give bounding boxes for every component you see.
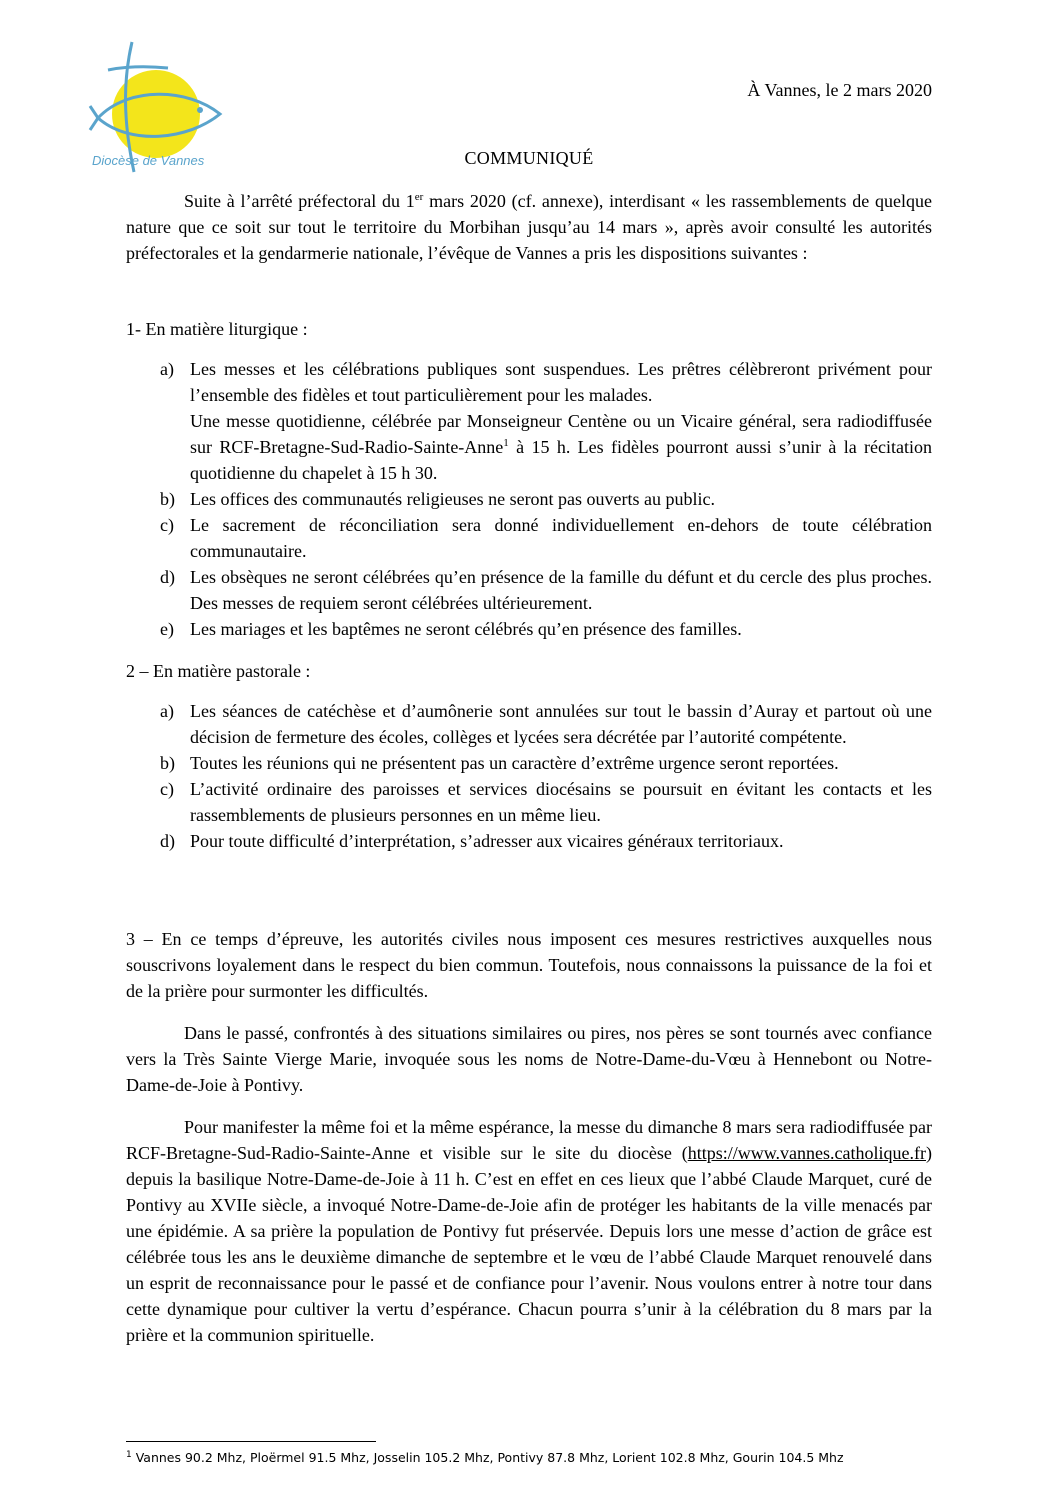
item-marker: c) [160, 779, 174, 799]
item-marker: d) [160, 567, 175, 587]
item-text-2a: Une messe quotidienne, célébrée par Monseigneur Centène ou un Vicaire général, sera radiodiffusée sur RCF-Bretagne-Sud-Radio-Sainte-Anne [190, 411, 932, 457]
history-paragraph: Dans le passé, confrontés à des situations similaires ou pires, nos pères se sont tournés avec confiance vers la Très Sainte Vierge Marie, invoquée sous les noms de Notre-Dame-du-Vœu à Hennebont ou Notre-Dame-de-Joie à Pontivy. [126, 1023, 932, 1095]
section-2-list [160, 698, 932, 854]
item-marker: a) [160, 359, 174, 379]
final-text-1: Pour manifester la même foi et la même espérance, la messe du dimanche 8 mars sera radiodiffusée par RCF-Bretagne-Sud-Radio-Sainte-Anne et visible sur le site du diocèse ( [126, 1117, 932, 1163]
list-item [160, 356, 932, 486]
list-item [160, 486, 932, 512]
final-paragraph [126, 1114, 932, 1348]
document-title: COMMUNIQUÉ [464, 148, 594, 168]
item-marker: a) [160, 701, 174, 721]
intro-superscript: er [414, 191, 424, 203]
item-text: Les offices des communautés religieuses ne seront pas ouverts au public. [190, 489, 716, 509]
footnote-reference: 1 [503, 437, 509, 449]
intro-text-1: Suite à l’arrêté préfectoral du 1 [184, 191, 415, 211]
list-item [160, 750, 932, 776]
list-item [160, 564, 932, 616]
list-item [160, 776, 932, 828]
diocese-website-link[interactable]: https://www.vannes.catholique.fr [687, 1143, 926, 1163]
item-marker: b) [160, 753, 175, 773]
item-marker: e) [160, 619, 174, 639]
item-text: Pour toute difficulté d’interprétation, s’adresser aux vicaires généraux territoriaux. [190, 831, 784, 851]
item-text: Les obsèques ne seront célébrées qu’en présence de la famille du défunt et du cercle des plus proches. Des messes de requiem seront célébrées ultérieurement. [190, 567, 932, 613]
footnote-marker: 1 [126, 1449, 132, 1460]
item-text: Le sacrement de réconciliation sera donné individuellement en-dehors de toute célébration communautaire. [190, 515, 932, 561]
footnote-separator [126, 1441, 376, 1442]
footnote [126, 1450, 966, 1465]
item-marker: b) [160, 489, 175, 509]
item-text-2b: à 15 h. Les fidèles pourront aussi s’unir à la récitation quotidienne du chapelet à 15 h 30. [190, 437, 932, 483]
footnote-text: Vannes 90.2 Mhz, Ploërmel 91.5 Mhz, Josselin 105.2 Mhz, Pontivy 87.8 Mhz, Lorient 102.8 Mhz, Gourin 104.5 Mhz [131, 1450, 844, 1465]
item-text-continued [190, 408, 932, 486]
intro-paragraph [126, 188, 932, 266]
section-1-list [160, 356, 932, 642]
item-marker: d) [160, 831, 175, 851]
item-text: Toutes les réunions qui ne présentent pas un caractère d’extrême urgence seront reportées. [190, 753, 839, 773]
list-item [160, 828, 932, 854]
document-date: À Vannes, le 2 mars 2020 [747, 80, 932, 100]
item-marker: c) [160, 515, 174, 535]
section-1-heading: 1- En matière liturgique : [126, 319, 308, 339]
logo-caption: Diocèse de Vannes [92, 153, 205, 168]
item-text: Les séances de catéchèse et d’aumônerie sont annulées sur tout le bassin d’Auray et partout où une décision de fermeture des écoles, collèges et lycées sera décrétée par l’autorité compétente. [190, 701, 932, 747]
list-item [160, 616, 932, 642]
item-text: Les mariages et les baptêmes ne seront célébrés qu’en présence des familles. [190, 619, 742, 639]
final-text-2: ) depuis la basilique Notre-Dame-de-Joie à 11 h. C’est en effet en ces lieux que l’abbé Claude Marquet, curé de Pontivy au XVIIe siècle, a invoqué Notre-Dame-de-Joie afin de protéger les habitants de la ville menacés par une épidémie. A sa prière la population de Pontivy fut préservée. Depuis lors une messe d’action de grâce est célébrée tous les ans le deuxième dimanche de septembre et le vœu de l’abbé Claude Marquet renouvelé dans un esprit de reconnaissance pour le passé et de confiance pour l’avenir. Nous voulons entrer à notre tour dans cette dynamique pour cultiver la vertu d’espérance. Chacun pourra s’unir à la célébration du 8 mars par la prière et la communion spirituelle. [126, 1143, 932, 1345]
list-item [160, 698, 932, 750]
section-3-paragraph: 3 – En ce temps d’épreuve, les autorités civiles nous imposent ces mesures restrictives auxquelles nous souscrivons loyalement dans le respect du bien commun. Toutefois, nous connaissons la puissance de la foi et de la prière pour surmonter les difficultés. [126, 929, 932, 1001]
list-item [160, 512, 932, 564]
section-2-heading: 2 – En matière pastorale : [126, 661, 311, 681]
item-text: L’activité ordinaire des paroisses et services diocésains se poursuit en évitant les contacts et les rassemblements de plusieurs personnes en un même lieu. [190, 779, 932, 825]
item-text: Les messes et les célébrations publiques sont suspendues. Les prêtres célèbreront privément pour l’ensemble des fidèles et tout particulièrement pour les malades. [190, 359, 932, 405]
intro-text-2: mars 2020 (cf. annexe), interdisant « les rassemblements de quelque nature que ce soit sur tout le territoire du Morbihan jusqu’au 14 mars », après avoir consulté les autorités préfectorales et la gendarmerie nationale, l’évêque de Vannes a pris les dispositions suivantes : [126, 191, 932, 263]
